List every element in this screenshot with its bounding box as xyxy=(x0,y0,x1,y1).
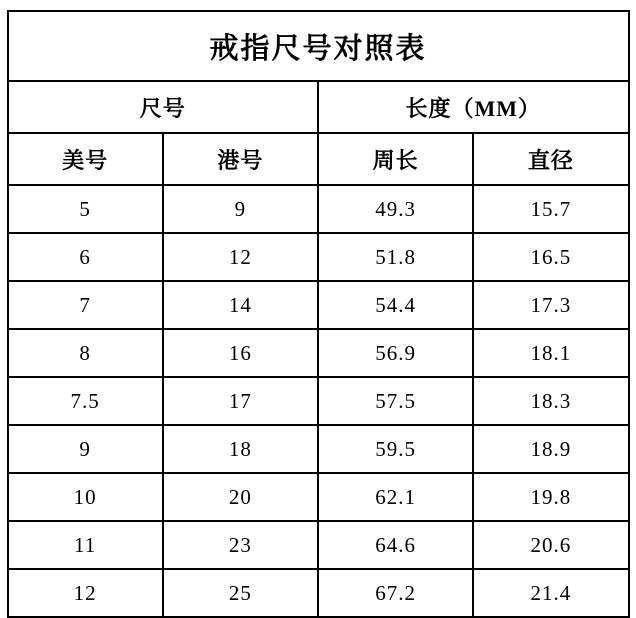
cell-circumference: 64.6 xyxy=(318,521,473,569)
cell-us: 9 xyxy=(8,425,163,473)
cell-hk: 12 xyxy=(163,233,318,281)
cell-us: 7 xyxy=(8,281,163,329)
cell-diameter: 18.3 xyxy=(473,377,628,425)
column-header-us: 美号 xyxy=(8,133,163,185)
cell-hk: 20 xyxy=(163,473,318,521)
cell-us: 10 xyxy=(8,473,163,521)
table-row xyxy=(8,377,629,425)
cell-diameter: 17.3 xyxy=(473,281,628,329)
column-header-diameter: 直径 xyxy=(473,133,628,185)
table-row xyxy=(8,329,629,377)
table-row xyxy=(8,521,629,569)
page-title: 戒指尺号对照表 xyxy=(8,11,629,81)
top-spacer xyxy=(0,0,636,10)
cell-diameter: 16.5 xyxy=(473,233,628,281)
group-header-size: 尺号 xyxy=(8,81,319,133)
cell-diameter: 20.6 xyxy=(473,521,628,569)
table-column-header-row xyxy=(8,133,629,185)
table-row xyxy=(8,473,629,521)
table-row xyxy=(8,185,629,233)
cell-diameter: 18.9 xyxy=(473,425,628,473)
cell-diameter: 18.1 xyxy=(473,329,628,377)
table-row xyxy=(8,425,629,473)
cell-diameter: 19.8 xyxy=(473,473,628,521)
ring-size-table xyxy=(7,10,630,618)
group-header-length: 长度（MM） xyxy=(318,81,629,133)
cell-circumference: 49.3 xyxy=(318,185,473,233)
table-row xyxy=(8,233,629,281)
table-row xyxy=(8,569,629,617)
cell-us: 5 xyxy=(8,185,163,233)
cell-hk: 18 xyxy=(163,425,318,473)
cell-diameter: 21.4 xyxy=(473,569,628,617)
cell-us: 6 xyxy=(8,233,163,281)
cell-us: 7.5 xyxy=(8,377,163,425)
cell-circumference: 51.8 xyxy=(318,233,473,281)
cell-hk: 23 xyxy=(163,521,318,569)
cell-hk: 16 xyxy=(163,329,318,377)
cell-hk: 25 xyxy=(163,569,318,617)
table-title-row xyxy=(8,11,629,81)
cell-circumference: 59.5 xyxy=(318,425,473,473)
cell-us: 12 xyxy=(8,569,163,617)
table-group-header-row xyxy=(8,81,629,133)
cell-circumference: 57.5 xyxy=(318,377,473,425)
column-header-circumference: 周长 xyxy=(318,133,473,185)
cell-hk: 9 xyxy=(163,185,318,233)
cell-us: 8 xyxy=(8,329,163,377)
cell-hk: 17 xyxy=(163,377,318,425)
cell-us: 11 xyxy=(8,521,163,569)
table-row xyxy=(8,281,629,329)
cell-hk: 14 xyxy=(163,281,318,329)
cell-diameter: 15.7 xyxy=(473,185,628,233)
column-header-hk: 港号 xyxy=(163,133,318,185)
cell-circumference: 62.1 xyxy=(318,473,473,521)
cell-circumference: 56.9 xyxy=(318,329,473,377)
cell-circumference: 54.4 xyxy=(318,281,473,329)
cell-circumference: 67.2 xyxy=(318,569,473,617)
